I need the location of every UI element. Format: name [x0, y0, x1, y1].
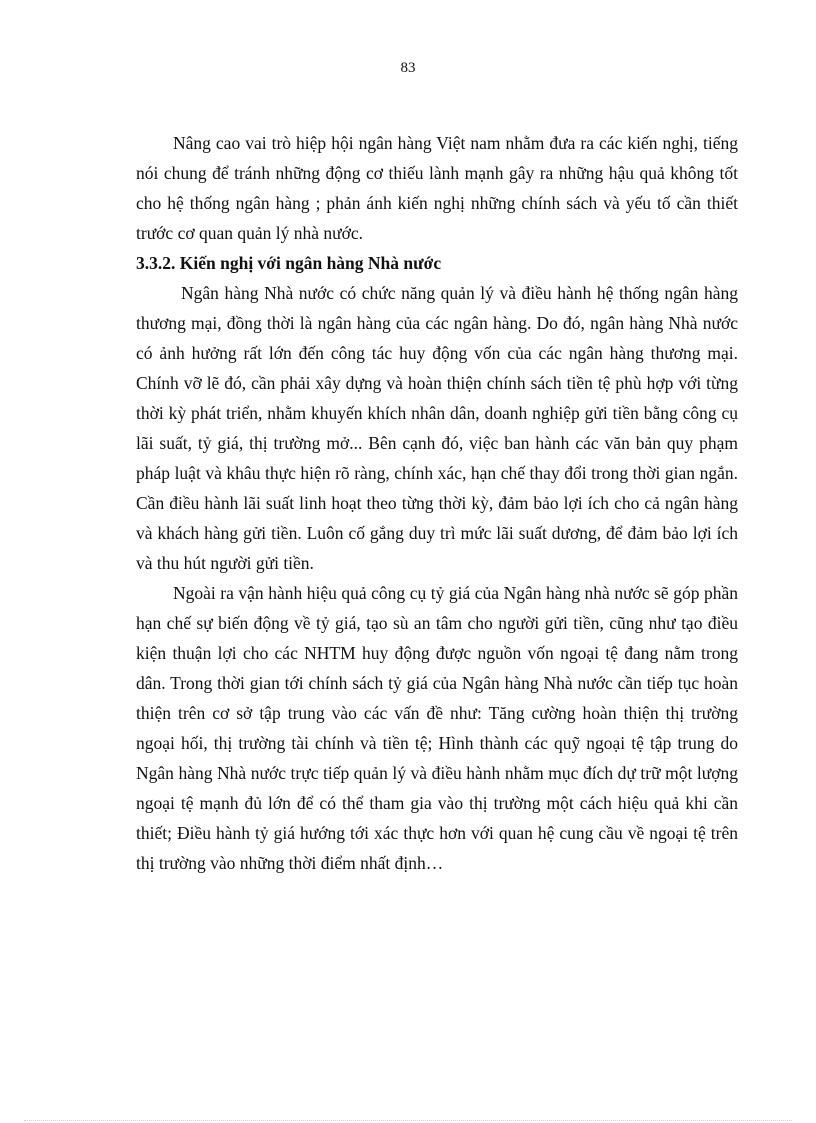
- page-number: 83: [400, 60, 416, 76]
- paragraph-ngan-hang-nha-nuoc: Ngân hàng Nhà nước có chức năng quản lý và điều hành hệ thống ngân hàng thương mại, đồng thời là ngân hàng của các ngân hàng. Do đó, ngân hàng Nhà nước có ảnh hưởng rất lớn đến công tác huy động vốn của các ngân hàng thương mại. Chính vỡ lẽ đó, cần phải xây dựng và hoàn thiện chính sách tiền tệ phù hợp với từng thời kỳ phát triển, nhằm khuyến khích nhân dân, doanh nghiệp gửi tiền bằng công cụ lãi suất, tỷ giá, thị trường mở... Bên cạnh đó, việc ban hành các văn bản quy phạm pháp luật và khâu thực hiện rõ ràng, chính xác, hạn chế thay đổi trong thời gian ngắn. Cần điều hành lãi suất linh hoạt theo từng thời kỳ, đảm bảo lợi ích cho cả ngân hàng và khách hàng gửi tiền. Luôn cố gắng duy trì mức lãi suất dương, để đảm bảo lợi ích và thu hút người gửi tiền.: [136, 283, 738, 573]
- paragraph-hiep-hoi: Nâng cao vai trò hiệp hội ngân hàng Việt nam nhằm đưa ra các kiến nghị, tiếng nói chung để tránh những động cơ thiếu lành mạnh gây ra những hậu quả không tốt cho hệ thống ngân hàng ; phản ánh kiến nghị những chính sách và yếu tố cần thiết trước cơ quan quản lý nhà nước.: [136, 133, 738, 243]
- paragraph-ty-gia: Ngoài ra vận hành hiệu quả công cụ tỷ giá của Ngân hàng nhà nước sẽ góp phần hạn chế sự biến động về tỷ giá, tạo sù an tâm cho người gửi tiền, cũng như tạo điều kiện thuận lợi cho các NHTM huy động được nguồn vốn ngoại tệ đang nằm trong dân. Trong thời gian tới chính sách tỷ giá của Ngân hàng Nhà nước cần tiếp tục hoàn thiện trên cơ sở tập trung vào các vấn đề như: Tăng cường hoàn thiện thị trường ngoại hối, thị trường tài chính và tiền tệ; Hình thành các quỹ ngoại tệ tập trung do Ngân hàng Nhà nước trực tiếp quản lý và điều hành nhằm mục đích dự trữ một lượng ngoại tệ mạnh đủ lớn để có thể tham gia vào thị trường một cách hiệu quả khi cần thiết; Điều hành tỷ giá hướng tới xác thực hơn với quan hệ cung cầu về ngoại tệ trên thị trường vào những thời điểm nhất định…: [136, 583, 738, 873]
- document-body: [136, 128, 738, 878]
- section-heading: 3.3.2. Kiến nghị với ngân hàng Nhà nước: [136, 253, 442, 273]
- page-bottom-divider: [24, 1120, 792, 1121]
